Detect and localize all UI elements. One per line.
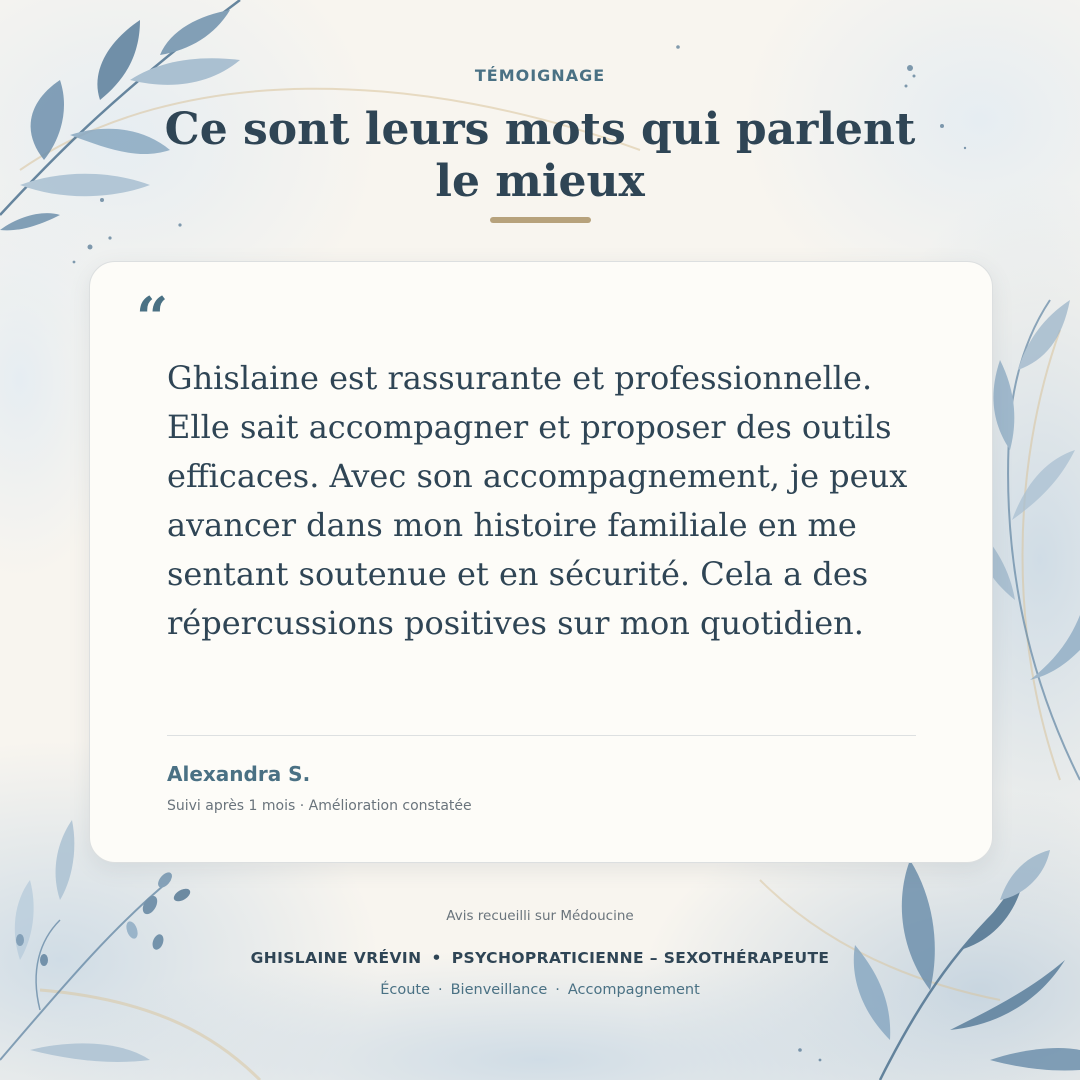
testimonial-text: Ghislaine est rassurante et professionnelle. Elle sait accompagner et proposer des outils efficaces. Avec son accompagnement, je peux avancer dans mon histoire familiale en me sentant soutenue et en sécurité. Cela a des répercussions positives sur mon quotidien. (167, 359, 908, 642)
practitioner-profession: PSYCHOPRATICIENNE – SEXOTHÉRAPEUTE (451, 949, 830, 967)
author-name: Alexandra S. (167, 762, 311, 786)
card-divider (167, 735, 916, 736)
footer-values (0, 982, 1080, 998)
review-source: Avis recueilli sur Médoucine (446, 908, 634, 924)
page-title: Ce sont leurs mots qui parlent le mieux (164, 104, 916, 207)
testimonial-card (89, 261, 993, 863)
brand-separator: • (431, 949, 442, 967)
title-underline (490, 217, 591, 223)
practitioner-name: GHISLAINE VRÉVIN (250, 949, 422, 967)
value-separator: · (555, 982, 560, 998)
author-meta: Suivi après 1 mois · Amélioration constatée (167, 798, 472, 814)
value-separator: · (438, 982, 443, 998)
value-item: Accompagnement (567, 982, 700, 998)
footer-brand (0, 949, 1080, 967)
section-overline: TÉMOIGNAGE (474, 66, 606, 85)
value-item: Bienveillance (450, 982, 548, 998)
value-item: Écoute (380, 982, 430, 998)
quote-mark-icon: “ (136, 285, 169, 351)
